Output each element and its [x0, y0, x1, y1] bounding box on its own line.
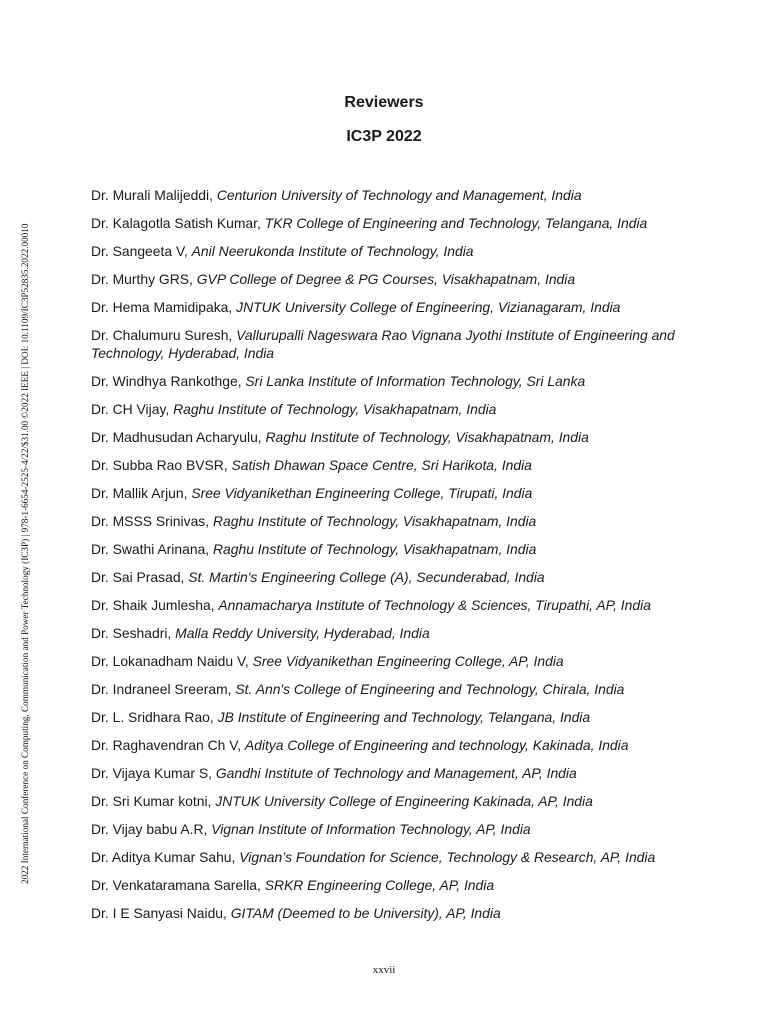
reviewer-entry	[91, 540, 691, 568]
reviewer-affiliation: Vignan’s Foundation for Science, Technology & Research, AP, India	[239, 849, 656, 865]
reviewer-name: Dr. Kalagotla Satish Kumar,	[91, 215, 265, 231]
reviewer-affiliation: Centurion University of Technology and Management, India	[216, 187, 582, 203]
reviewer-entry	[91, 326, 691, 372]
reviewer-affiliation: St. Ann's College of Engineering and Technology, Chirala, India	[235, 681, 625, 697]
reviewer-entry	[91, 848, 691, 876]
reviewer-affiliation: Sri Lanka Institute of Information Technology, Sri Lanka	[245, 373, 586, 389]
reviewer-name: Dr. Indraneel Sreeram,	[91, 681, 236, 697]
reviewer-name: Dr. Windhya Rankothge,	[91, 373, 246, 389]
reviewer-entry	[91, 764, 691, 792]
reviewer-entry	[91, 876, 691, 904]
reviewer-entry	[91, 186, 691, 214]
reviewer-entry	[91, 736, 691, 764]
reviewer-affiliation: St. Martin's Engineering College (A), Secunderabad, India	[188, 569, 545, 585]
reviewer-entry	[91, 652, 691, 680]
reviewer-entry	[91, 214, 691, 242]
reviewer-affiliation: Raghu Institute of Technology, Visakhapatnam, India	[213, 541, 537, 557]
reviewer-list	[91, 186, 691, 932]
reviewer-name: Dr. Murthy GRS,	[91, 271, 197, 287]
reviewer-affiliation: JB Institute of Engineering and Technology, Telangana, India	[217, 709, 591, 725]
reviewer-entry	[91, 372, 691, 400]
reviewer-name: Dr. MSSS Srinivas,	[91, 513, 213, 529]
reviewer-name: Dr. Vijay babu A.R,	[91, 821, 212, 837]
reviewer-entry	[91, 484, 691, 512]
reviewer-entry	[91, 904, 691, 932]
reviewer-entry	[91, 596, 691, 624]
reviewer-name: Dr. Subba Rao BVSR,	[91, 457, 232, 473]
reviewer-affiliation: GVP College of Degree & PG Courses, Visakhapatnam, India	[196, 271, 576, 287]
reviewer-entry	[91, 242, 691, 270]
reviewer-affiliation: Sree Vidyanikethan Engineering College, Tirupati, India	[191, 485, 533, 501]
reviewer-entry	[91, 400, 691, 428]
reviewer-affiliation: Malla Reddy University, Hyderabad, India	[175, 625, 430, 641]
reviewer-name: Dr. I E Sanyasi Naidu,	[91, 905, 231, 921]
reviewer-name: Dr. Chalumuru Suresh,	[91, 327, 237, 343]
reviewer-name: Dr. L. Sridhara Rao,	[91, 709, 218, 725]
reviewer-name: Dr. Seshadri,	[91, 625, 176, 641]
reviewer-name: Dr. Vijaya Kumar S,	[91, 765, 216, 781]
reviewer-affiliation: Sree Vidyanikethan Engineering College, AP, India	[252, 653, 564, 669]
reviewer-affiliation: JNTUK University College of Engineering, Vizianagaram, India	[236, 299, 621, 315]
reviewer-entry	[91, 298, 691, 326]
reviewer-entry	[91, 456, 691, 484]
page-title: Reviewers	[344, 94, 424, 111]
reviewer-affiliation: Gandhi Institute of Technology and Management, AP, India	[215, 765, 577, 781]
conference-doi-note: 2022 International Conference on Computing, Communication and Power Technology (IC3P) | 978-1-6654-2525-4/22/$31.00 ©2022 IEEE | DOI: 10.1109/IC3P52835.2022.00010	[20, 223, 30, 884]
reviewer-affiliation: Vallurupalli Nageswara Rao Vignana Jyothi Institute of Engineering and Technology, Hyderabad, India	[91, 327, 675, 361]
reviewer-name: Dr. Sangeeta V,	[91, 243, 192, 259]
reviewer-name: Dr. Madhusudan Acharyulu,	[91, 429, 266, 445]
reviewer-affiliation: Aditya College of Engineering and technology, Kakinada, India	[244, 737, 629, 753]
reviewer-affiliation: Vignan Institute of Information Technology, AP, India	[211, 821, 531, 837]
reviewer-name: Dr. Hema Mamidipaka,	[91, 299, 237, 315]
reviewer-name: Dr. Venkataramana Sarella,	[91, 877, 265, 893]
reviewer-affiliation: GITAM (Deemed to be University), AP, India	[230, 905, 501, 921]
reviewer-name: Dr. Swathi Arinana,	[91, 541, 213, 557]
reviewer-entry	[91, 680, 691, 708]
reviewer-name: Dr. Lokanadham Naidu V,	[91, 653, 253, 669]
reviewer-name: Dr. CH Vijay,	[91, 401, 174, 417]
reviewer-affiliation: Raghu Institute of Technology, Visakhapatnam, India	[212, 513, 537, 529]
reviewer-entry	[91, 568, 691, 596]
reviewer-affiliation: JNTUK University College of Engineering Kakinada, AP, India	[215, 793, 593, 809]
reviewer-entry	[91, 428, 691, 456]
reviewer-affiliation: Satish Dhawan Space Centre, Sri Harikota, India	[231, 457, 532, 473]
reviewer-entry	[91, 820, 691, 848]
reviewer-name: Dr. Shaik Jumlesha,	[91, 597, 219, 613]
page-number: xxvii	[372, 964, 396, 976]
reviewer-affiliation: Raghu Institute of Technology, Visakhapatnam, India	[173, 401, 497, 417]
reviewer-name: Dr. Mallik Arjun,	[91, 485, 192, 501]
reviewer-name: Dr. Sri Kumar kotni,	[91, 793, 216, 809]
reviewer-name: Dr. Aditya Kumar Sahu,	[91, 849, 240, 865]
reviewer-name: Dr. Raghavendran Ch V,	[91, 737, 245, 753]
reviewer-entry	[91, 624, 691, 652]
reviewer-affiliation: TKR College of Engineering and Technology, Telangana, India	[264, 215, 648, 231]
reviewer-entry	[91, 512, 691, 540]
reviewer-affiliation: Anil Neerukonda Institute of Technology, India	[191, 243, 474, 259]
reviewer-affiliation: Raghu Institute of Technology, Visakhapatnam, India	[265, 429, 589, 445]
reviewer-entry	[91, 708, 691, 736]
reviewer-name: Dr. Sai Prasad,	[91, 569, 189, 585]
reviewer-entry	[91, 270, 691, 298]
reviewer-affiliation: Annamacharya Institute of Technology & Sciences, Tirupathi, AP, India	[218, 597, 651, 613]
reviewer-entry	[91, 792, 691, 820]
reviewer-name: Dr. Murali Malijeddi,	[91, 187, 217, 203]
conference-subtitle: IC3P 2022	[346, 128, 422, 145]
reviewer-affiliation: SRKR Engineering College, AP, India	[264, 877, 495, 893]
